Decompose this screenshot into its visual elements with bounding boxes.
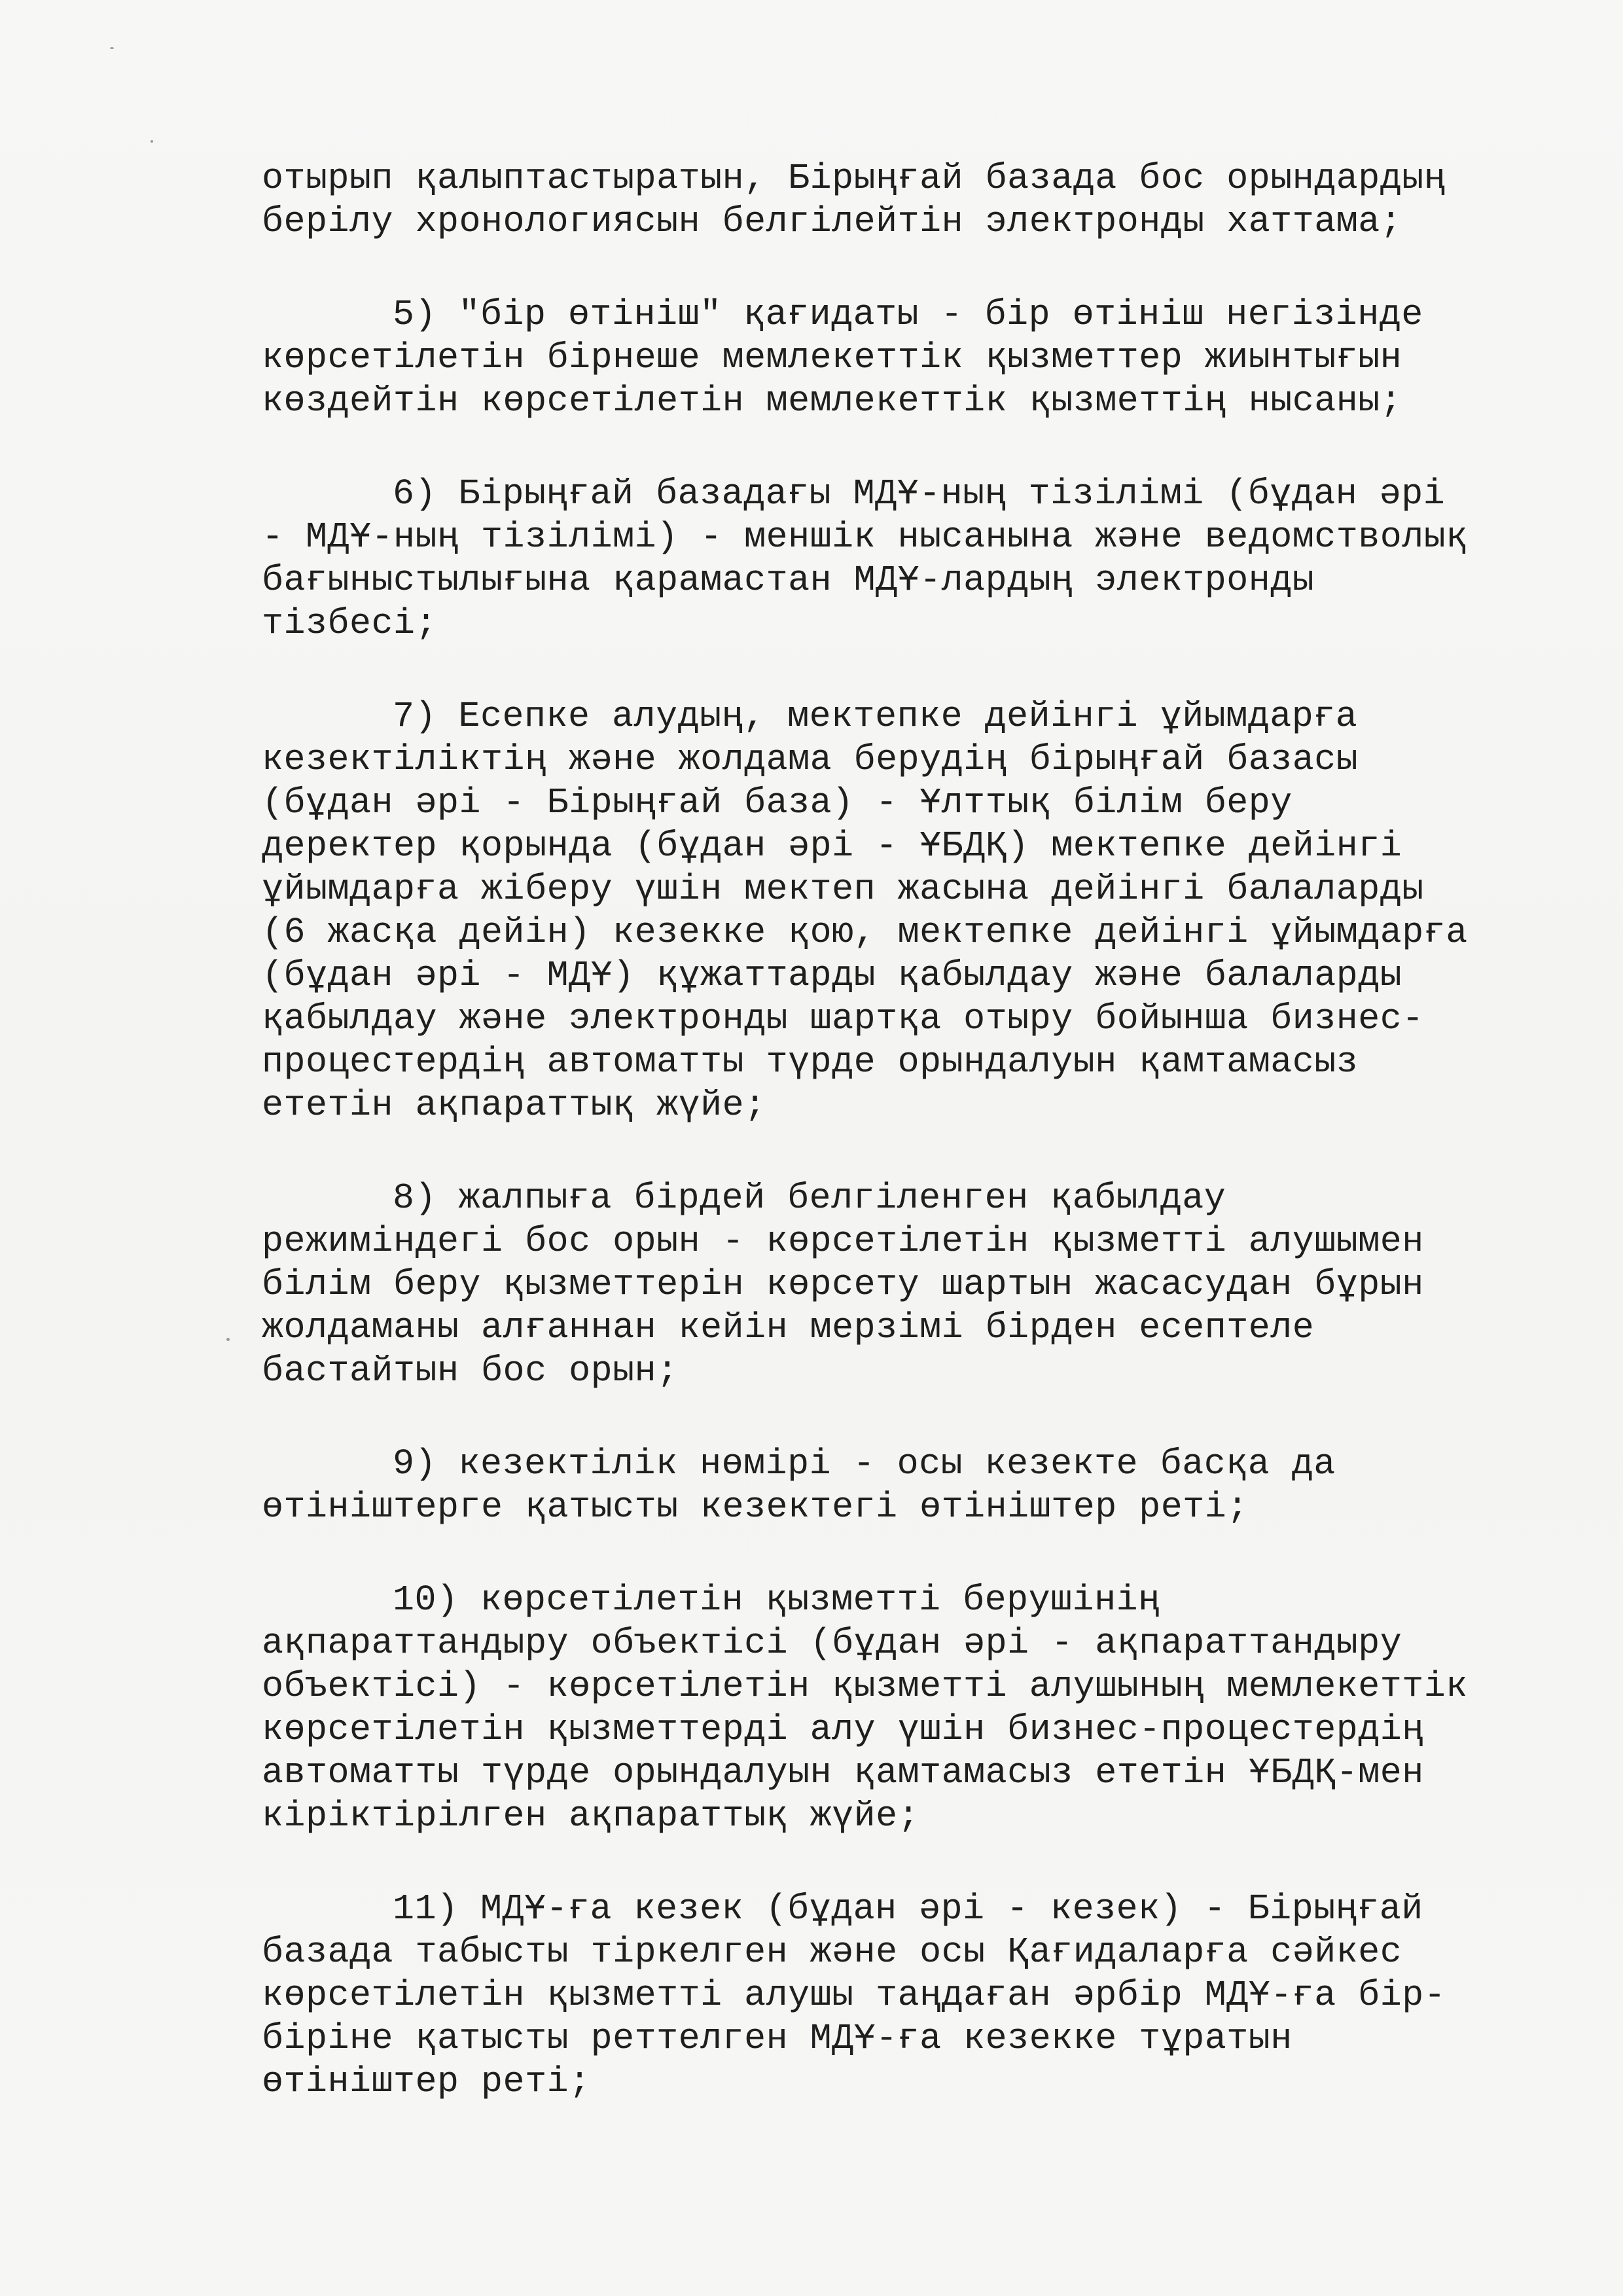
text-line: 6) Бірыңғай базадағы МДҰ-ның тізілімі (бұдан әрі (393, 473, 1446, 514)
text-line: 5) "бір өтініш" қағидаты - бір өтініш негізінде (393, 294, 1423, 335)
scan-speck (226, 1338, 230, 1341)
text-line: кезектіліктің және жолдама берудің бірыңғай базасы (262, 739, 1359, 780)
text-line: 11) МДҰ-ға кезек (бұдан әрі - кезек) - Бірыңғай (393, 1888, 1423, 1929)
text-line: (бұдан әрі - Бірыңғай база) - Ұлттық білім беру (262, 782, 1293, 823)
text-line: бастайтын бос орын; (262, 1350, 679, 1391)
text-line: ететін ақпараттық жүйе; (262, 1085, 766, 1126)
text-line: көрсетілетін қызметтерді алу үшін бизнес-процестердің (262, 1709, 1424, 1750)
paragraph-item-11 (262, 1888, 1544, 2104)
text-line: отырып қалыптастыратын, Бірыңғай базада бос орындардың (262, 158, 1446, 199)
paragraph-item-10 (262, 1579, 1544, 1838)
text-line: кіріктірілген ақпараттық жүйе; (262, 1795, 920, 1837)
text-line: ұйымдарға жіберу үшін мектеп жасына дейінгі балаларды (262, 869, 1424, 910)
paragraph-item-7 (262, 695, 1544, 1127)
text-line: білім беру қызметтерін көрсету шартын жасасудан бұрын (262, 1264, 1424, 1305)
scan-speck (110, 47, 114, 49)
paragraph-item-9 (262, 1443, 1544, 1529)
text-line: 10) көрсетілетін қызметті берушінің (393, 1579, 1160, 1621)
text-line: көрсетілетін бірнеше мемлекеттік қызметтер жиынтығын (262, 337, 1402, 378)
text-line: көрсетілетін қызметті алушы таңдаған әрбір МДҰ-ға бір- (262, 1975, 1446, 2016)
text-line: процестердің автоматты түрде орындалуын қамтамасыз (262, 1041, 1359, 1083)
paragraph-continuation (262, 157, 1544, 243)
text-line: 9) кезектілік нөмірі - осы кезекте басқа да (393, 1443, 1336, 1484)
text-line: біріне қатысты реттелген МДҰ-ға кезекке тұратын (262, 2018, 1293, 2059)
text-line: автоматты түрде орындалуын қамтамасыз ететін ҰБДҚ-мен (262, 1752, 1424, 1793)
document-body (262, 157, 1544, 2153)
scan-speck (151, 140, 153, 143)
text-line: көздейтін көрсетілетін мемлекеттік қызметтің нысаны; (262, 380, 1402, 422)
text-line: берілу хронологиясын белгілейтін электронды хаттама; (262, 201, 1402, 242)
text-line: 7) Есепке алудың, мектепке дейінгі ұйымдарға (393, 696, 1358, 737)
text-line: базада табысты тіркелген және осы Қағидаларға сәйкес (262, 1931, 1402, 1973)
text-line: өтініштер реті; (262, 2061, 591, 2102)
text-line: деректер қорында (бұдан әрі - ҰБДҚ) мектепке дейінгі (262, 825, 1402, 867)
text-line: (бұдан әрі - МДҰ) құжаттарды қабылдау және балаларды (262, 955, 1402, 996)
text-line: 8) жалпыға бірдей белгіленген қабылдау (393, 1177, 1226, 1219)
paragraph-item-5 (262, 293, 1544, 423)
paragraph-item-8 (262, 1177, 1544, 1393)
text-line: ақпараттандыру объектісі (бұдан әрі - ақпараттандыру (262, 1623, 1402, 1664)
paragraph-item-6 (262, 473, 1544, 645)
text-line: - МДҰ-ның тізілімі) - меншік нысанына және ведомстволық (262, 516, 1468, 558)
text-line: объектісі) - көрсетілетін қызметті алушының мемлекеттік (262, 1666, 1468, 1707)
text-line: жолдаманы алғаннан кейін мерзімі бірден есептеле (262, 1307, 1315, 1348)
text-line: (6 жасқа дейін) кезекке қою, мектепке дейінгі ұйымдарға (262, 912, 1468, 953)
text-line: өтініштерге қатысты кезектегі өтініштер реті; (262, 1486, 1249, 1528)
text-line: режиміндегі бос орын - көрсетілетін қызметті алушымен (262, 1221, 1424, 1262)
text-line: бағыныстылығына қарамастан МДҰ-лардың электронды (262, 560, 1315, 601)
text-line: қабылдау және электронды шартқа отыру бойынша бизнес- (262, 998, 1424, 1039)
text-line: тізбесі; (262, 603, 438, 644)
